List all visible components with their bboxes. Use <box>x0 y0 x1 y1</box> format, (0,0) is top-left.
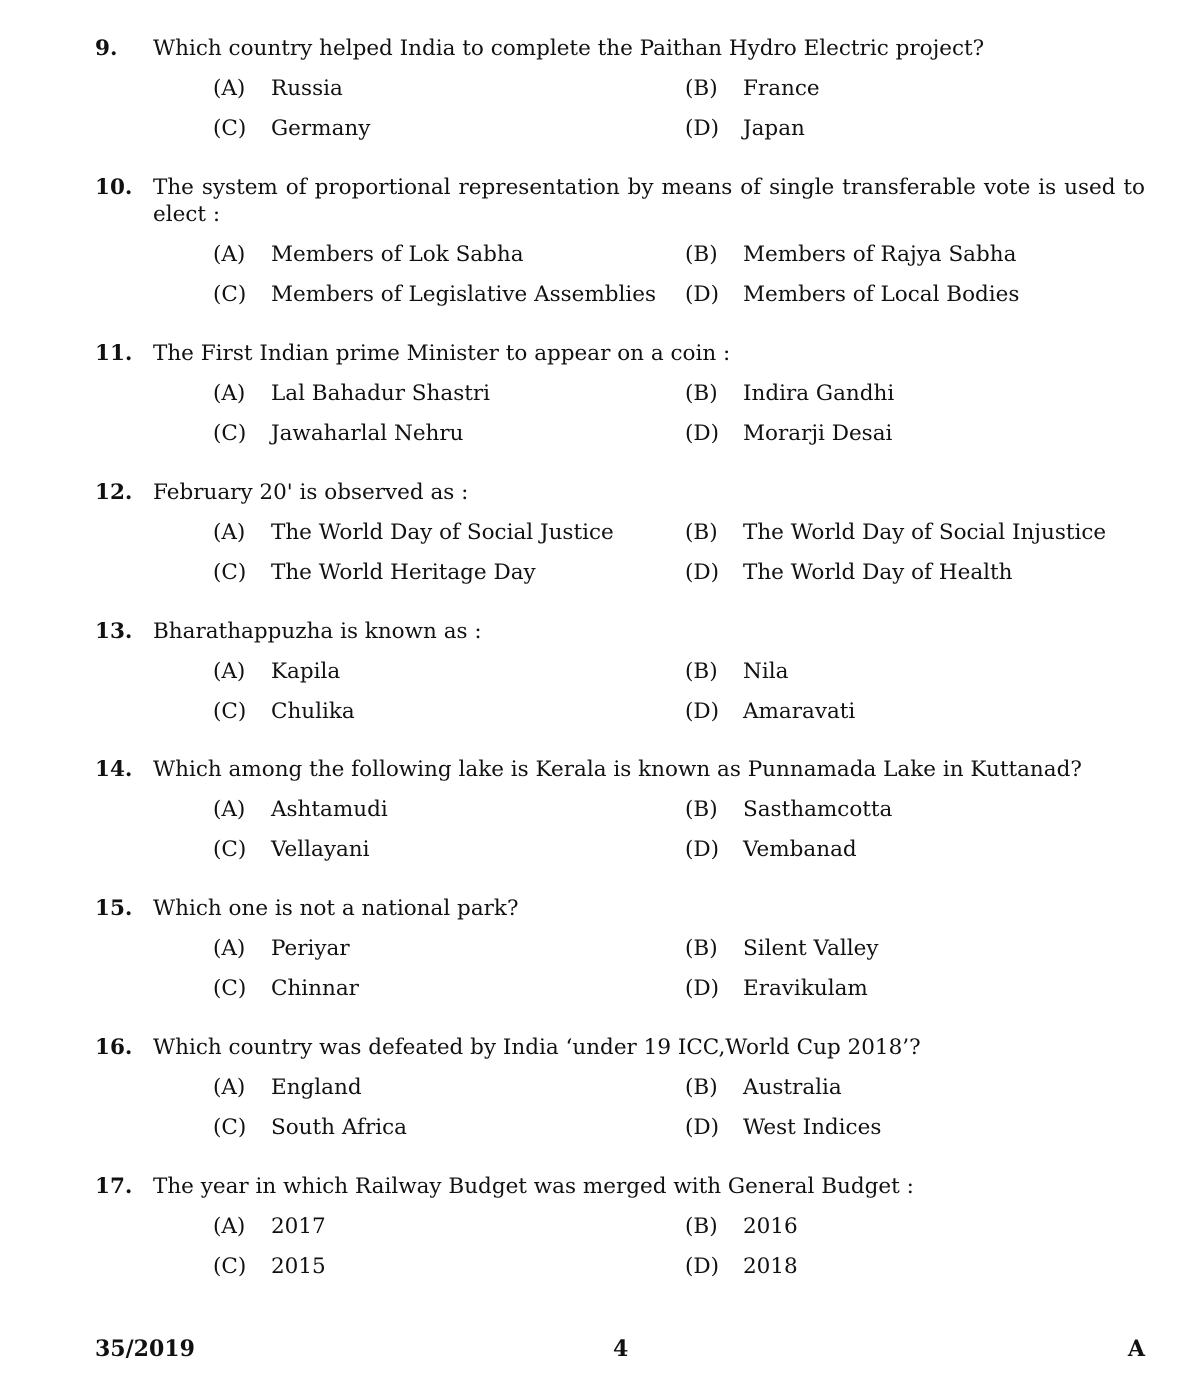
option-text: Members of Rajya Sabha <box>743 242 1017 267</box>
question-number: 17. <box>95 1174 133 1199</box>
option-label: (C) <box>213 837 247 862</box>
question-number: 10. <box>95 175 133 200</box>
option-text: Members of Lok Sabha <box>271 242 524 267</box>
question-text: The year in which Railway Budget was merged with General Budget : <box>153 1174 914 1199</box>
question-10 <box>95 174 1145 321</box>
option-label: (A) <box>213 381 246 406</box>
option-text: Members of Legislative Assemblies <box>271 282 657 307</box>
question-13 <box>95 618 1145 738</box>
option-text: 2016 <box>743 1214 798 1239</box>
paper-code: 35/2019 <box>95 1336 195 1362</box>
question-number: 14. <box>95 757 133 782</box>
option-label: (D) <box>685 282 720 307</box>
option-label: (B) <box>685 1075 718 1100</box>
option-label: (B) <box>685 936 718 961</box>
option-text: Periyar <box>271 936 350 961</box>
option-text: Eravikulam <box>743 976 868 1001</box>
question-text: Bharathappuzha is known as : <box>153 619 482 644</box>
option-label: (B) <box>685 242 718 267</box>
options <box>95 75 1145 155</box>
option-text: Vellayani <box>271 837 370 862</box>
question-text: The First Indian prime Minister to appear on a coin : <box>153 341 731 366</box>
option-label: (C) <box>213 1254 247 1279</box>
option-text: Russia <box>271 76 343 101</box>
option-text: 2018 <box>743 1254 798 1279</box>
option-label: (D) <box>685 1115 720 1140</box>
options <box>95 519 1145 599</box>
option-label: (A) <box>213 659 246 684</box>
option-text: Japan <box>743 116 805 141</box>
version-letter: A <box>1127 1336 1145 1362</box>
page-footer <box>95 1336 1145 1366</box>
option-label: (D) <box>685 560 720 585</box>
option-label: (A) <box>213 520 246 545</box>
option-label: (A) <box>213 936 246 961</box>
option-text: The World Heritage Day <box>271 560 536 585</box>
option-label: (B) <box>685 520 718 545</box>
options <box>95 1074 1145 1154</box>
option-label: (D) <box>685 699 720 724</box>
option-label: (A) <box>213 1075 246 1100</box>
question-number: 9. <box>95 36 118 61</box>
question-number: 13. <box>95 619 133 644</box>
option-text: Sasthamcotta <box>743 797 893 822</box>
option-label: (D) <box>685 837 720 862</box>
question-text: Which country helped India to complete the Paithan Hydro Electric project? <box>153 36 985 61</box>
option-label: (B) <box>685 659 718 684</box>
option-label: (B) <box>685 76 718 101</box>
option-label: (D) <box>685 976 720 1001</box>
option-label: (A) <box>213 242 246 267</box>
option-label: (C) <box>213 421 247 446</box>
options <box>95 241 1145 321</box>
question-12 <box>95 479 1145 599</box>
question-14 <box>95 756 1145 876</box>
option-text: England <box>271 1075 362 1100</box>
question-text: Which one is not a national park? <box>153 896 519 921</box>
option-text: Silent Valley <box>743 936 879 961</box>
option-text: West Indices <box>743 1115 882 1140</box>
option-label: (C) <box>213 976 247 1001</box>
options <box>95 380 1145 460</box>
option-label: (A) <box>213 797 246 822</box>
question-11 <box>95 340 1145 460</box>
option-text: Indira Gandhi <box>743 381 895 406</box>
question-number: 11. <box>95 341 133 366</box>
option-text: Members of Local Bodies <box>743 282 1020 307</box>
option-text: Australia <box>743 1075 842 1100</box>
question-text: The system of proportional representation by means of single transferable vote is used to elect : <box>153 175 1145 227</box>
option-text: Vembanad <box>743 837 857 862</box>
option-label: (A) <box>213 1214 246 1239</box>
option-label: (B) <box>685 797 718 822</box>
option-text: Nila <box>743 659 789 684</box>
option-text: Chinnar <box>271 976 359 1001</box>
question-number: 16. <box>95 1035 133 1060</box>
option-label: (D) <box>685 421 720 446</box>
question-17 <box>95 1173 1145 1293</box>
option-label: (A) <box>213 76 246 101</box>
options <box>95 796 1145 876</box>
question-15 <box>95 895 1145 1015</box>
option-text: Ashtamudi <box>271 797 388 822</box>
option-label: (D) <box>685 116 720 141</box>
options <box>95 935 1145 1015</box>
option-text: 2017 <box>271 1214 326 1239</box>
option-text: Morarji Desai <box>743 421 893 446</box>
option-text: South Africa <box>271 1115 407 1140</box>
option-text: The World Day of Social Justice <box>271 520 614 545</box>
option-label: (B) <box>685 381 718 406</box>
option-text: 2015 <box>271 1254 326 1279</box>
page-number: 4 <box>613 1336 629 1362</box>
option-text: Lal Bahadur Shastri <box>271 381 491 406</box>
option-label: (D) <box>685 1254 720 1279</box>
option-label: (B) <box>685 1214 718 1239</box>
option-text: The World Day of Social Injustice <box>743 520 1107 545</box>
options <box>95 1213 1145 1293</box>
question-number: 15. <box>95 896 133 921</box>
option-label: (C) <box>213 699 247 724</box>
option-text: Jawaharlal Nehru <box>271 421 464 446</box>
option-label: (C) <box>213 116 247 141</box>
question-text: Which among the following lake is Kerala is known as Punnamada Lake in Kuttanad? <box>153 757 1082 782</box>
question-9 <box>95 35 1145 155</box>
option-text: Chulika <box>271 699 355 724</box>
question-text: Which country was defeated by India ‘under 19 ICC,World Cup 2018’? <box>153 1035 921 1060</box>
option-text: Germany <box>271 116 371 141</box>
question-number: 12. <box>95 480 133 505</box>
option-label: (C) <box>213 282 247 307</box>
question-text: February 20' is observed as : <box>153 480 469 505</box>
option-label: (C) <box>213 560 247 585</box>
option-text: Kapila <box>271 659 341 684</box>
option-text: The World Day of Health <box>743 560 1013 585</box>
option-label: (C) <box>213 1115 247 1140</box>
option-text: Amaravati <box>743 699 856 724</box>
options <box>95 658 1145 738</box>
question-16 <box>95 1034 1145 1154</box>
option-text: France <box>743 76 820 101</box>
